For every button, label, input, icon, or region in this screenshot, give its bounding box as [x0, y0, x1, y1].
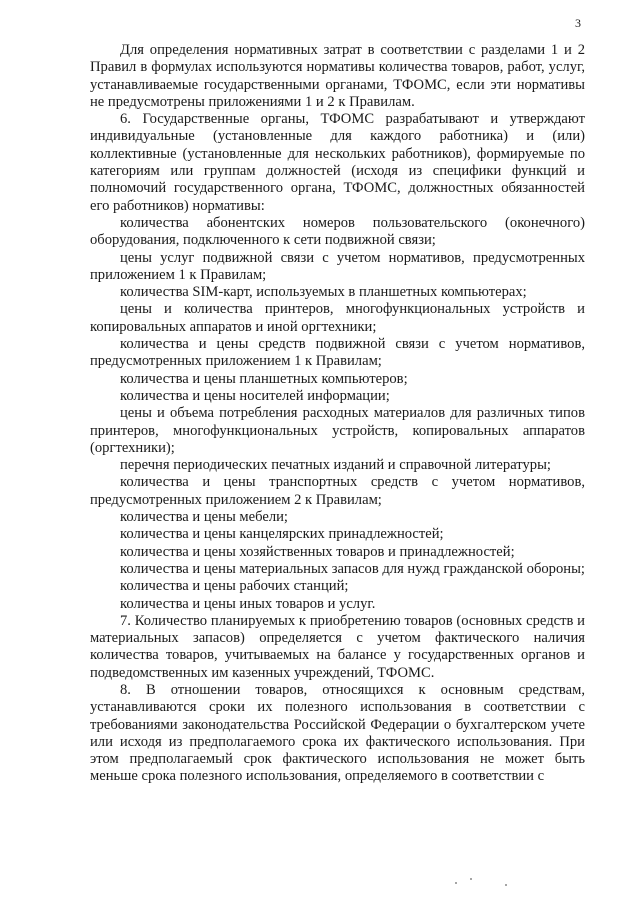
paragraph-6: 6. Государственные органы, ТФОМС разрабатывают и утверждают индивидуальные (установленные для каждого работника) и (или) коллективные (установленные для нескольких работников), формируемые по категориям или группам должностей (исходя из специфики функций и полномочий государственного органа, ТФОМС, должностных обязанностей его работников) нормативы:	[90, 111, 585, 214]
scan-speck	[455, 882, 457, 884]
scan-speck	[505, 884, 507, 886]
paragraph-norms-intro: Для определения нормативных затрат в соответствии с разделами 1 и 2 Правил в формулах используются нормативы количества товаров, работ, услуг, устанавливаемые государственными органами, ТФОМС, если эти нормативы не предусмотрены приложениями 1 и 2 к Правилам.	[90, 42, 585, 110]
list-item: перечня периодических печатных изданий и справочной литературы;	[120, 457, 551, 474]
page-number: 3	[575, 16, 581, 30]
list-item: количества SIM-карт, используемых в планшетных компьютерах;	[120, 284, 527, 301]
list-item: цены и объема потребления расходных материалов для различных типов принтеров, многофункциональных устройств, копировальных аппаратов (оргтехники);	[90, 405, 585, 456]
list-item: цены услуг подвижной связи с учетом нормативов, предусмотренных приложением 1 к Правилам;	[90, 249, 585, 283]
list-item: цены и количества принтеров, многофункциональных устройств и копировальных аппаратов и иной оргтехники;	[90, 301, 585, 335]
list-item: количества и цены иных товаров и услуг.	[120, 595, 376, 612]
list-item: количества и цены материальных запасов для нужд гражданской обороны;	[120, 560, 585, 577]
list-item: количества и цены хозяйственных товаров и принадлежностей;	[120, 543, 515, 560]
list-item: количества и цены планшетных компьютеров;	[120, 370, 408, 387]
document-body	[90, 42, 585, 786]
list-item: количества и цены транспортных средств с учетом нормативов, предусмотренных приложением 2 к Правилам;	[90, 474, 585, 508]
scan-speck	[470, 878, 472, 880]
list-item: количества абонентских номеров пользовательского (оконечного) оборудования, подключенного к сети подвижной связи;	[90, 214, 585, 249]
paragraph-8: 8. В отношении товаров, относящихся к основным средствам, устанавливаются сроки их полезного использования в соответствии с требованиями законодательства Российской Федерации о бухгалтерском учете или исходя из предполагаемого срока их фактического использования. При этом предполагаемый срок фактического использования не может быть меньше срока полезного использования, определяемого в соответствии с	[90, 681, 585, 785]
list-item: количества и цены рабочих станций;	[120, 578, 349, 595]
list-item: количества и цены мебели;	[120, 509, 288, 526]
list-item: количества и цены средств подвижной связи с учетом нормативов, предусмотренных приложением 1 к Правилам;	[90, 336, 585, 370]
list-item: количества и цены носителей информации;	[120, 387, 390, 404]
list-item: количества и цены канцелярских принадлежностей;	[120, 526, 444, 543]
paragraph-7: 7. Количество планируемых к приобретению товаров (основных средств и материальных запасов) определяется с учетом фактического наличия количества товаров, учитываемых на балансе у государственных органов и подведомственных им казенных учреждений, ТФОМС.	[90, 612, 585, 681]
